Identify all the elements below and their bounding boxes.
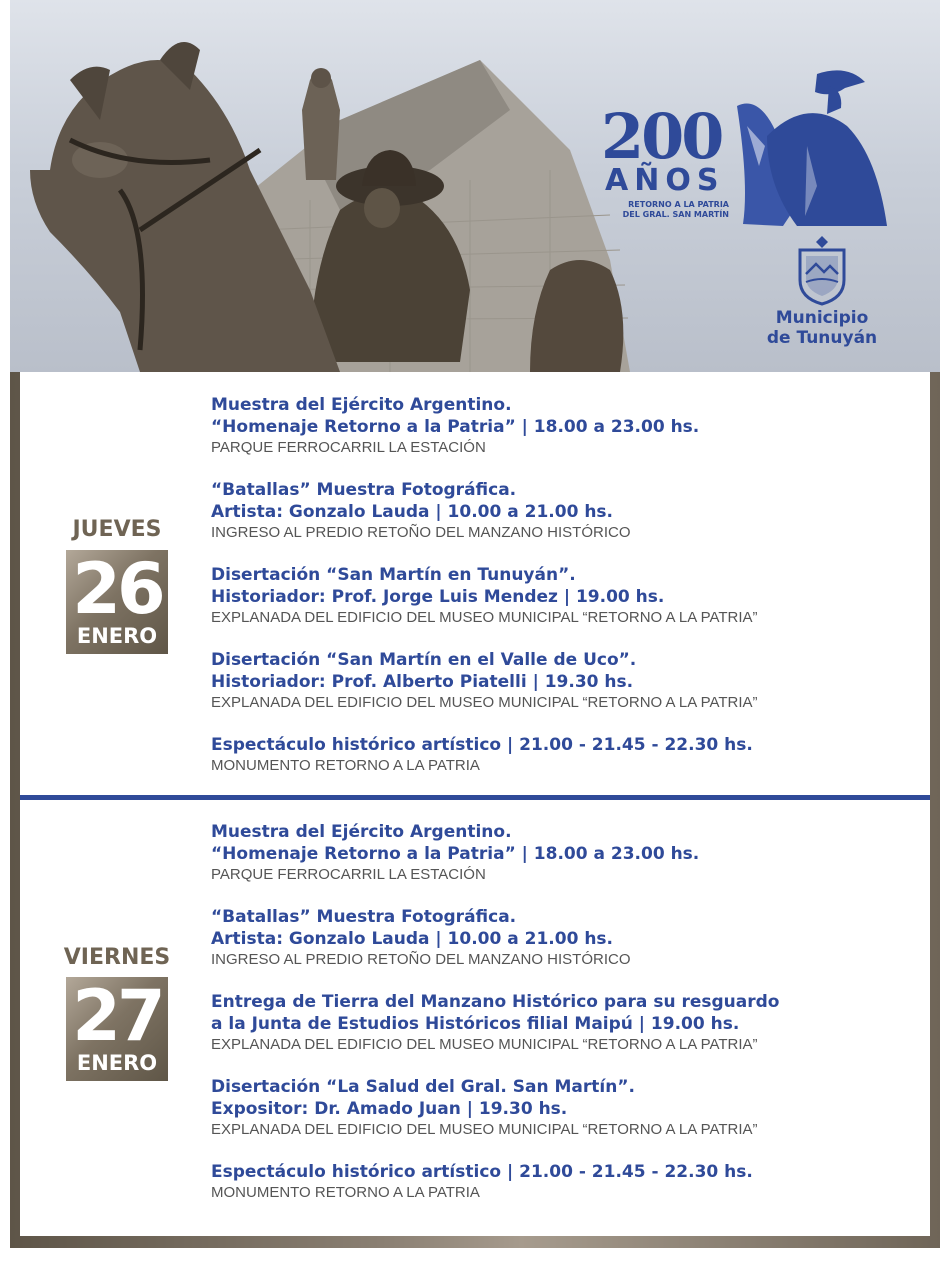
event-item [211, 906, 901, 969]
event-title-line-2: Historiador: Prof. Jorge Luis Mendez | 19.00 hs. [211, 587, 665, 607]
event-title-line-1: Espectáculo histórico artístico | 21.00 - 21.45 - 22.30 hs. [211, 1162, 753, 1182]
day-date-badge [66, 977, 168, 1081]
anniversary-subtitle-line-1: RETORNO A LA PATRIA [628, 200, 729, 209]
municipal-crest-icon [792, 234, 852, 306]
day-month: ENERO [76, 624, 158, 648]
event-title-line-1: Disertación “San Martín en Tunuyán”. [211, 565, 576, 585]
day-month: ENERO [76, 1051, 158, 1075]
hero-banner [10, 0, 940, 372]
event-title-line-1: Muestra del Ejército Argentino. [211, 395, 512, 415]
event-item [211, 1161, 901, 1202]
event-list [211, 821, 901, 1224]
anniversary-number: 200 [601, 100, 722, 173]
event-title-line-2: Artista: Gonzalo Lauda | 10.00 a 21.00 hs. [211, 502, 613, 522]
event-title-line-2: Artista: Gonzalo Lauda | 10.00 a 21.00 hs. [211, 929, 613, 949]
anniversary-branding [595, 92, 895, 362]
event-location: INGRESO AL PREDIO RETOÑO DEL MANZANO HISTÓRICO [211, 951, 631, 968]
event-location: MONUMENTO RETORNO A LA PATRIA [211, 757, 480, 774]
event-item [211, 734, 901, 775]
event-location: EXPLANADA DEL EDIFICIO DEL MUSEO MUNICIPAL “RETORNO A LA PATRIA” [211, 1036, 758, 1053]
event-location: PARQUE FERROCARRIL LA ESTACIÓN [211, 439, 486, 456]
municipality-name-line-2: de Tunuyán [766, 328, 878, 348]
event-location: MONUMENTO RETORNO A LA PATRIA [211, 1184, 480, 1201]
municipality-name-line-1: Municipio [775, 308, 869, 328]
event-title-line-1: Disertación “La Salud del Gral. San Martín”. [211, 1077, 635, 1097]
event-item [211, 1076, 901, 1139]
day-weekday-label: JUEVES [72, 517, 162, 542]
event-title-line-2: “Homenaje Retorno a la Patria” | 18.00 a 23.00 hs. [211, 844, 700, 864]
day-date-badge [66, 550, 168, 654]
event-item [211, 991, 901, 1054]
event-title-line-1: Espectáculo histórico artístico | 21.00 - 21.45 - 22.30 hs. [211, 735, 753, 755]
anniversary-subtitle [605, 200, 729, 220]
event-title-line-2: “Homenaje Retorno a la Patria” | 18.00 a 23.00 hs. [211, 417, 700, 437]
event-title-line-2: Expositor: Dr. Amado Juan | 19.30 hs. [211, 1099, 568, 1119]
event-location: EXPLANADA DEL EDIFICIO DEL MUSEO MUNICIPAL “RETORNO A LA PATRIA” [211, 609, 758, 626]
day-number: 26 [72, 548, 162, 630]
event-item [211, 479, 901, 542]
municipality-name [755, 308, 889, 348]
rider-silhouette-logo-icon [737, 66, 887, 226]
event-title-line-1: Disertación “San Martín en el Valle de Uco”. [211, 650, 637, 670]
event-location: EXPLANADA DEL EDIFICIO DEL MUSEO MUNICIPAL “RETORNO A LA PATRIA” [211, 1121, 758, 1138]
event-title-line-1: “Batallas” Muestra Fotográfica. [211, 480, 517, 500]
event-title-line-2: a la Junta de Estudios Históricos filial Maipú | 19.00 hs. [211, 1014, 740, 1034]
event-location: INGRESO AL PREDIO RETOÑO DEL MANZANO HISTÓRICO [211, 524, 631, 541]
event-list [211, 394, 901, 797]
event-location: EXPLANADA DEL EDIFICIO DEL MUSEO MUNICIPAL “RETORNO A LA PATRIA” [211, 694, 758, 711]
event-title-line-1: “Batallas” Muestra Fotográfica. [211, 907, 517, 927]
anniversary-subtitle-line-2: DEL GRAL. SAN MARTÍN [622, 210, 729, 219]
event-title-line-1: Entrega de Tierra del Manzano Histórico para su resguardo [211, 992, 780, 1012]
event-item [211, 821, 901, 884]
anniversary-word: AÑOS [605, 163, 725, 198]
event-title-line-1: Muestra del Ejército Argentino. [211, 822, 512, 842]
event-item [211, 564, 901, 627]
event-item [211, 394, 901, 457]
event-location: PARQUE FERROCARRIL LA ESTACIÓN [211, 866, 486, 883]
event-item [211, 649, 901, 712]
day-weekday-label: VIERNES [63, 945, 171, 970]
event-title-line-2: Historiador: Prof. Alberto Piatelli | 19.30 hs. [211, 672, 634, 692]
day-number: 27 [72, 975, 162, 1057]
